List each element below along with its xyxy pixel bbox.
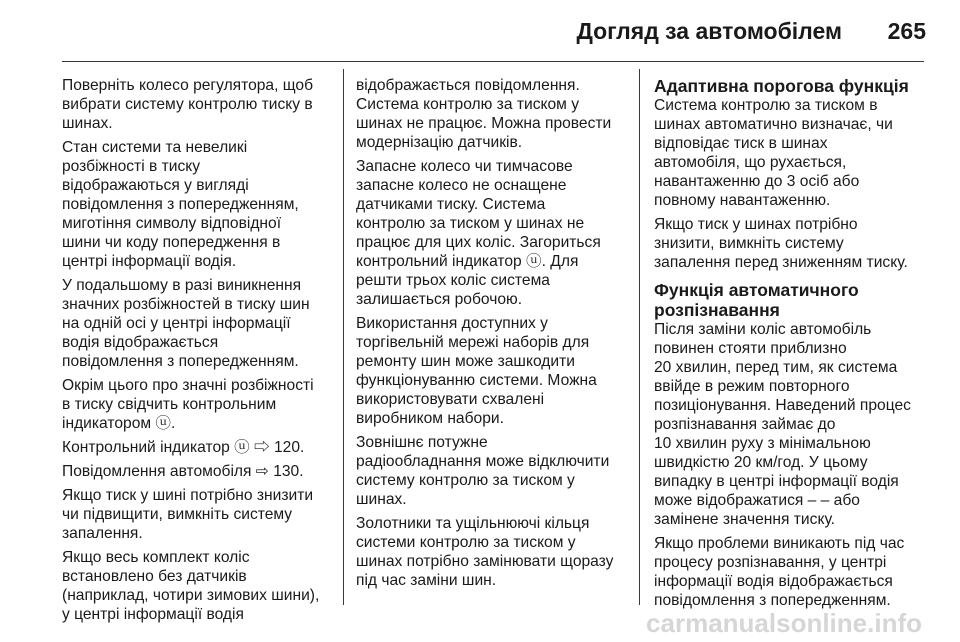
paragraph: Стан системи та невеликі розбіжності в тиску відображаються у вигляді повідомлення з попередженням, миготіння символу відповідної шини чи коду попередження в центрі інформації водія. <box>62 139 299 270</box>
paragraph: Після заміни коліс автомобіль повинен стояти приблизно 20 хвилин, перед тим, як система ввійде в режим повторного позиціонування. Наведений процес розпізнавання займає до 10 хвилин руху з мінімальною швидкістю 20 км/год. У цьому випадку в центрі інформації водія може відображатися – – або замінене значення тиску. <box>654 321 911 528</box>
paragraph: Використання доступних у торгівельній мережі наборів для ремонту шин може зашкодити функціонуванню системи. Можна використовувати схвалені виробником набори. <box>356 315 597 427</box>
paragraph: Якщо проблеми виникають під час процесу розпізнавання, у центрі інформації водія відображається повідомлення з попередженням. <box>654 535 905 609</box>
watermark: carmanualsonline.info <box>646 608 922 638</box>
paragraph: Поверніть колесо регулятора, щоб вибрати систему контролю тиску в шинах. <box>62 77 314 132</box>
paragraph: Золотники та ущільнюючі кільця системи контролю за тиском у шинах потрібно замінювати щоразу під час заміни шин. <box>356 515 614 589</box>
paragraph: Якщо тиск у шині потрібно знизити чи підвищити, вимкніть систему запалення. <box>62 487 314 542</box>
paragraph: Якщо весь комплект коліс встановлено без датчиків (наприклад, чотири зимових шини), у центрі інформації водія <box>62 549 320 623</box>
section-heading-auto-recognition: Функція автоматичного розпізнавання <box>654 280 859 320</box>
section-heading-adaptive-threshold: Адаптивна порогова функція <box>654 76 909 96</box>
text-column-3 <box>654 76 930 615</box>
text-column-1 <box>62 76 334 629</box>
page-number: 265 <box>887 18 926 44</box>
cross-reference: Повідомлення автомобіля ⇨ 130. <box>62 463 304 480</box>
column-divider <box>639 69 640 605</box>
paragraph: Запасне колесо чи тимчасове запасне колесо не оснащене датчиками тиску. Система контролю за тиском у шинах не працює для цих коліс. Загориться контрольний індикатор ⓤ. Для решти трьох коліс система залишається робочою. <box>356 158 601 308</box>
text-column-2 <box>356 76 632 595</box>
paragraph: Зовнішнє потужне радіообладнання може відключити систему контролю за тиском у шинах. <box>356 434 610 508</box>
paragraph: відображається повідомлення. Система контролю за тиском у шинах не працює. Можна провести модернізацію датчиків. <box>356 77 612 151</box>
header-rule <box>62 61 924 62</box>
page-title: Догляд за автомобілем <box>576 18 842 44</box>
cross-reference: Контрольний індикатор ⓤ ⇨ 120. <box>62 439 305 456</box>
paragraph: Окрім цього про значні розбіжності в тиску свідчить контрольним індикатором ⓤ. <box>62 377 314 432</box>
paragraph: Якщо тиск у шинах потрібно знизити, вимкніть систему запалення перед зниженням тиску. <box>654 216 908 271</box>
paragraph: Система контролю за тиском в шинах автоматично визначає, чи відповідає тиск в шинах автомобіля, що рухається, навантаженню до 3 осіб або повному навантаженню. <box>654 97 893 209</box>
column-divider <box>343 69 344 605</box>
paragraph: У подальшому в разі виникнення значних розбіжностей в тиску шин на одній осі у центрі інформації водія відображається повідомлення з попередженням. <box>62 277 310 370</box>
